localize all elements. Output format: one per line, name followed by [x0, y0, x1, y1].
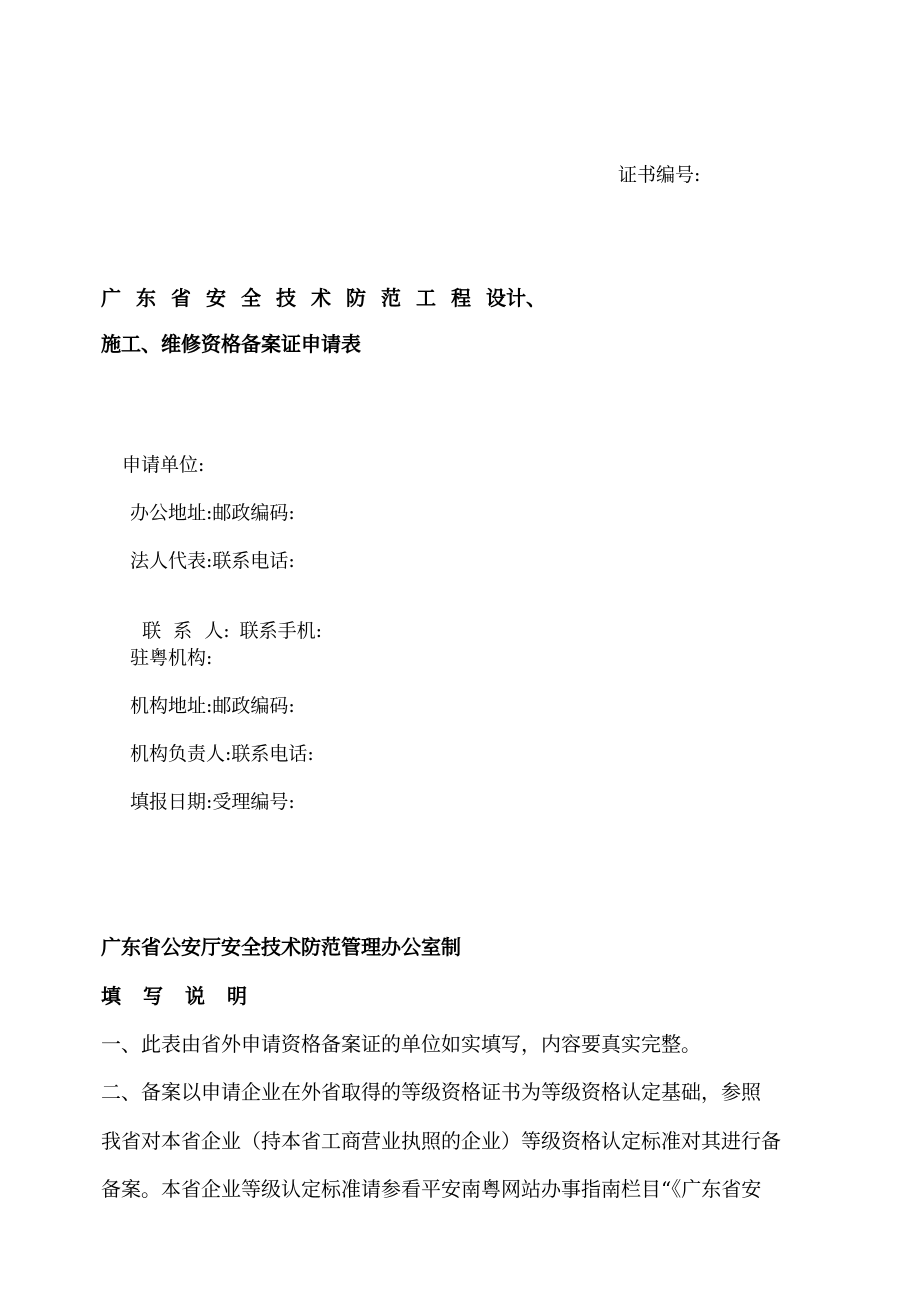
postal-code-label: 邮政编码:: [212, 695, 295, 717]
title-char: 术: [311, 286, 331, 310]
form-title-line-1: [101, 282, 561, 311]
title-char: 广: [101, 286, 121, 310]
office-address-row: [130, 498, 295, 525]
legal-representative-label: 法人代表:: [130, 550, 213, 572]
title-char: 程: [451, 286, 471, 310]
contact-phone-label: 联系电话:: [231, 743, 314, 765]
issuer-text: 广东省公安厅安全技术防范管理办公室制: [101, 935, 461, 959]
instructions-title-char: 填: [101, 984, 121, 1008]
branch-head-label: 机构负责人:: [130, 743, 232, 765]
instructions-title: [101, 980, 269, 1009]
branch-head-row: [130, 739, 314, 766]
instruction-paragraph: 我省对本省企业（持本省工商营业执照的企业）等级资格认定标准对其进行备: [101, 1129, 781, 1153]
instruction-paragraph: 二、备案以申请企业在外省取得的等级资格证书为等级资格认定基础，参照: [101, 1080, 761, 1104]
form-title-line-2: 施工、维修资格备案证申请表: [101, 332, 361, 356]
title-char: 工: [416, 286, 436, 310]
certificate-number-label: 证书编号:: [618, 164, 701, 186]
contact-phone-label: 联系电话:: [212, 550, 295, 572]
fill-date-row: [130, 787, 295, 814]
instruction-paragraph: 一、此表由省外申请资格备案证的单位如实填写，内容要真实完整。: [101, 1032, 701, 1056]
branch-address-row: [130, 691, 295, 718]
legal-representative-row: [130, 546, 295, 573]
title-char: 安: [206, 286, 226, 310]
postal-code-label: 邮政编码:: [212, 502, 295, 524]
fill-date-label: 填报日期:: [130, 791, 213, 813]
guangdong-branch-label: 驻粤机构:: [130, 647, 213, 669]
title-char: 防: [346, 286, 366, 310]
instructions-title-char: 说: [185, 984, 205, 1008]
instruction-paragraph: 备案。本省企业等级认定标准请参看平安南粤网站办事指南栏目“《广东省安: [101, 1177, 762, 1201]
title-char: 省: [171, 286, 191, 310]
acceptance-number-label: 受理编号:: [212, 791, 295, 813]
title-char: 设计、: [486, 286, 546, 310]
applicant-unit-label: 申请单位:: [122, 454, 205, 476]
title-char: 技: [276, 286, 296, 310]
contact-person-row: [130, 594, 322, 643]
title-char: 东: [136, 286, 156, 310]
instructions-title-char: 写: [143, 984, 163, 1008]
branch-address-label: 机构地址:: [130, 695, 213, 717]
contact-person-label: 联 系 人:: [142, 620, 230, 642]
title-char: 全: [241, 286, 261, 310]
office-address-label: 办公地址:: [130, 502, 213, 524]
instructions-title-char: 明: [227, 984, 247, 1008]
contact-mobile-label: 联系手机:: [239, 620, 323, 642]
title-char: 范: [381, 286, 401, 310]
